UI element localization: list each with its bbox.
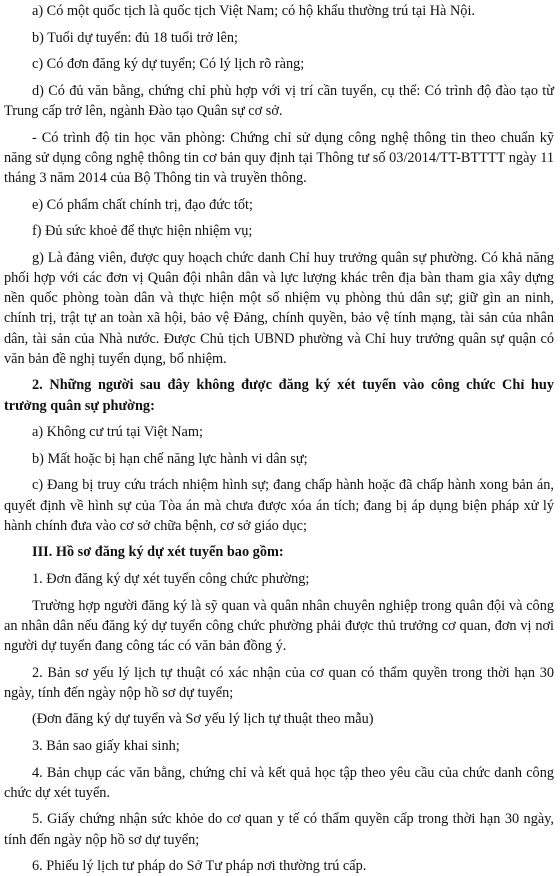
- dossier-item-2: 2. Bản sơ yếu lý lịch tự thuật có xác nhận của cơ quan có thẩm quyền trong thời hạn 30 ngày, tính đến ngày nộp hồ sơ dự tuyển;: [4, 664, 554, 701]
- paragraph-nationality: a) Có một quốc tịch là quốc tịch Việt Nam; có hộ khẩu thường trú tại Hà Nội.: [32, 3, 476, 19]
- paragraph-military-officers: Trường hợp người đăng ký là sỹ quan và quân nhân chuyên nghiệp trong quân đội và công an nhân dân nếu đăng ký dự tuyển công chức phường phải được thủ trưởng cơ quan, đơn vị nơi người dự tuyển đang công tác có văn bản đồng ý.: [4, 597, 554, 654]
- paragraph-it-skills: - Có trình độ tin học văn phòng: Chứng chỉ sử dụng công nghệ thông tin theo chuẩn kỹ năng sử dụng công nghệ thông tin cơ bản quy định tại Thông tư số 03/2014/TT-BTTTT ngày 11 tháng 3 năm 2014 của Bộ Thông tin và truyền thông.: [4, 129, 554, 186]
- paragraph-civil-capacity: b) Mất hoặc bị hạn chế năng lực hành vi dân sự;: [32, 450, 308, 467]
- dossier-item-5: 5. Giấy chứng nhận sức khỏe do cơ quan y tế có thẩm quyền cấp trong thời hạn 30 ngày, tính đến ngày nộp hồ sơ dự tuyển;: [4, 811, 554, 848]
- paragraph-ethics: e) Có phẩm chất chính trị, đạo đức tốt;: [32, 196, 253, 213]
- paragraph-party-member: g) Là đảng viên, được quy hoạch chức danh Chỉ huy trưởng quân sự phường. Có khả năng phối hợp với các đơn vị Quân đội nhân dân và lực lượng khác trên địa bàn tham gia xây dựng nền quốc phòng toàn dân và thực hiện một số nhiệm vụ phòng thủ dân sự; giữ gìn an ninh, chính trị, trật tự an toàn xã hội, bảo vệ Đảng, chính quyền, bảo vệ tính mạng, tài sản của nhân dân, tài sản của Nhà nước. Được Chủ tịch UBND phường và Chỉ huy trưởng quân sự quận có văn bản đề nghị tuyển dụng, bổ nhiệm.: [4, 249, 554, 367]
- dossier-item-3: 3. Bản sao giấy khai sinh;: [32, 737, 180, 754]
- dossier-item-4: 4. Bản chụp các văn bằng, chứng chỉ và kết quả học tập theo yêu cầu của chức danh công chức dự xét tuyển.: [4, 764, 554, 801]
- section-heading-ineligible: 2. Những người sau đây không được đăng ký xét tuyển vào công chức Chỉ huy trưởng quân sự phường:: [4, 377, 554, 414]
- paragraph-qualifications: d) Có đủ văn bằng, chứng chỉ phù hợp với vị trí cần tuyển, cụ thể: Có trình độ đào tạo từ Trung cấp trở lên, ngành Đào tạo Quân sự cơ sở.: [4, 82, 554, 119]
- paragraph-health: f) Đủ sức khoẻ để thực hiện nhiệm vụ;: [32, 223, 253, 240]
- paragraph-age: b) Tuổi dự tuyển: đủ 18 tuổi trở lên;: [32, 29, 238, 46]
- section-heading-dossier: III. Hồ sơ đăng ký dự xét tuyển bao gồm:: [32, 544, 284, 561]
- paragraph-criminal: c) Đang bị truy cứu trách nhiệm hình sự; đang chấp hành hoặc đã chấp hành xong bản án, quyết định về hình sự của Tòa án mà chưa được xóa án tích; đang bị áp dụng biện pháp xử lý hành chính đưa vào cơ sở chữa bệnh, cơ sở giáo dục;: [4, 477, 554, 534]
- paragraph-forms-note: (Đơn đăng ký dự tuyển và Sơ yếu lý lịch tự thuật theo mẫu): [32, 711, 374, 728]
- dossier-item-1: 1. Đơn đăng ký dự xét tuyển công chức phường;: [32, 570, 310, 587]
- dossier-item-6: 6. Phiếu lý lịch tư pháp do Sở Tư pháp nơi thường trú cấp.: [32, 858, 367, 875]
- paragraph-not-resident: a) Không cư trú tại Việt Nam;: [32, 424, 203, 441]
- paragraph-application: c) Có đơn đăng ký dự tuyển; Có lý lịch rõ ràng;: [32, 56, 305, 73]
